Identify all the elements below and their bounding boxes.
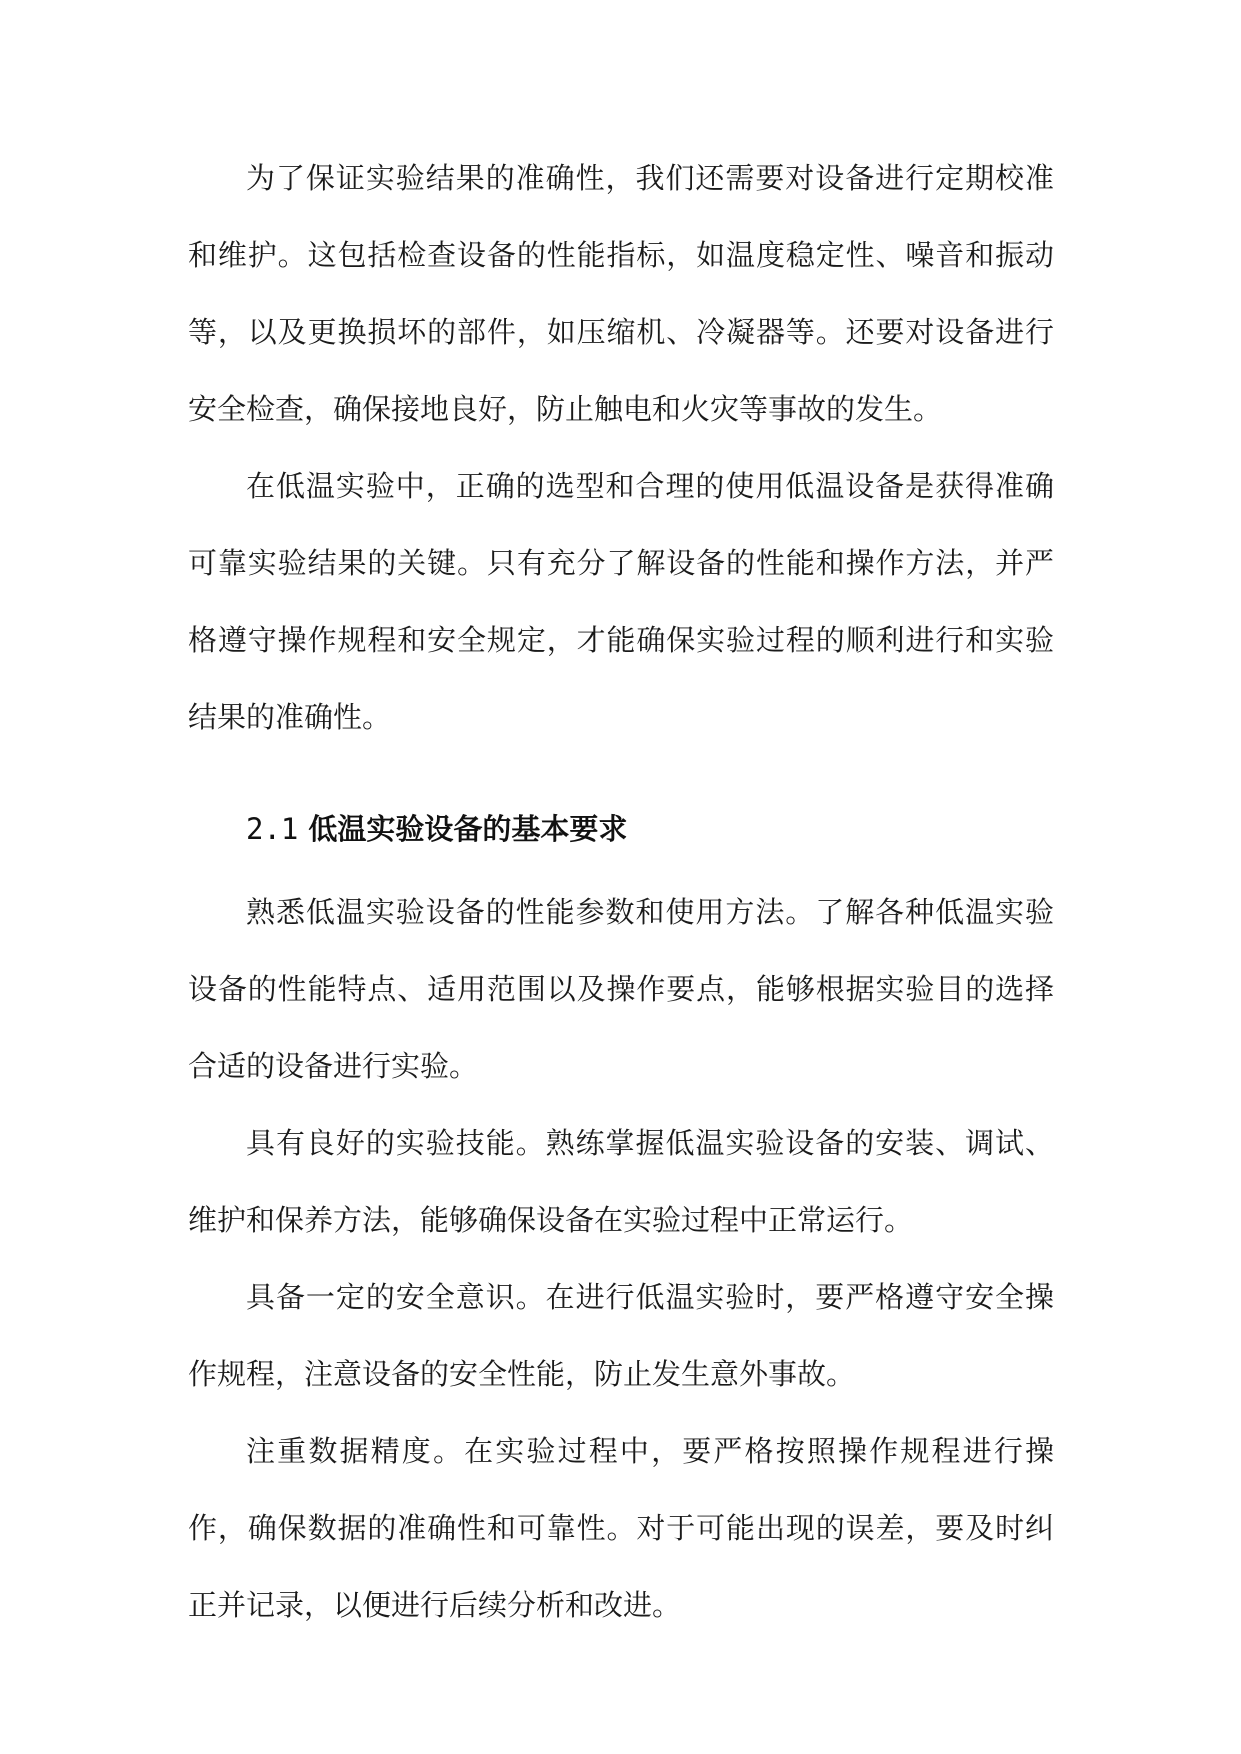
section-number: 2.1: [246, 812, 299, 846]
paragraph-familiarity: 熟悉低温实验设备的性能参数和使用方法。了解各种低温实验设备的性能特点、适用范围以及操作要点，能够根据实验目的选择合适的设备进行实验。: [188, 895, 1054, 1083]
section-heading: [188, 756, 1054, 874]
paragraph-calibration: 为了保证实验结果的准确性，我们还需要对设备进行定期校准和维护。这包括检查设备的性能指标，如温度稳定性、噪音和振动等，以及更换损坏的部件，如压缩机、冷凝器等。还要对设备进行安全检查，确保接地良好，防止触电和火灾等事故的发生。: [188, 161, 1054, 426]
paragraph-safety: 具备一定的安全意识。在进行低温实验时，要严格遵守安全操作规程，注意设备的安全性能，防止发生意外事故。: [188, 1280, 1054, 1391]
section-title: 低温实验设备的基本要求: [308, 812, 628, 846]
document-body: [188, 140, 1054, 1644]
paragraph-equipment-selection: 在低温实验中，正确的选型和合理的使用低温设备是获得准确可靠实验结果的关键。只有充分了解设备的性能和操作方法，并严格遵守操作规程和安全规定，才能确保实验过程的顺利进行和实验结果的准确性。: [188, 469, 1054, 734]
paragraph-skills: 具有良好的实验技能。熟练掌握低温实验设备的安装、调试、维护和保养方法，能够确保设备在实验过程中正常运行。: [188, 1126, 1054, 1237]
paragraph-data-precision: 注重数据精度。在实验过程中，要严格按照操作规程进行操作，确保数据的准确性和可靠性。对于可能出现的误差，要及时纠正并记录，以便进行后续分析和改进。: [188, 1434, 1054, 1622]
